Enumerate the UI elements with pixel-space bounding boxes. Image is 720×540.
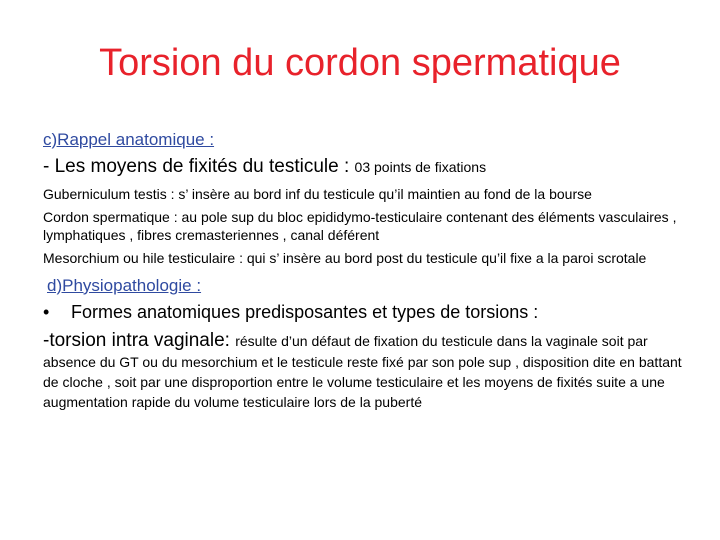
physio-heading: d)Physiopathologie : [47, 275, 202, 295]
moyens-lead: - Les moyens de fixités du testicule : [43, 156, 355, 177]
paragraph-cordon: Cordon spermatique : au pole sup du bloc epididymo-testiculaire contenant des éléments vasculaires , lymphatiques , fibres cremasteriennes , canal déférent [43, 209, 677, 243]
slide-content [43, 130, 683, 413]
bullet-item [43, 302, 683, 323]
torsion-paragraph [43, 329, 683, 413]
paragraph-guberniculum: Guberniculum testis : s’ insère au bord inf du testicule qu’il maintien au fond de la bourse [43, 185, 592, 202]
rappel-heading: c)Rappel anatomique : [43, 130, 215, 149]
moyens-small: 03 points de fixations [354, 159, 487, 175]
slide-title: Torsion du cordon spermatique [99, 42, 621, 84]
bullet-dot-icon: • [43, 301, 50, 322]
bullet-text: Formes anatomiques predisposantes et types de torsions : [71, 301, 539, 322]
torsion-lead: -torsion intra vaginale: [43, 329, 236, 351]
moyens-line [43, 156, 683, 179]
torsion-text: résulte d’un défaut de fixation du testicule dans la vaginale soit par absence du GT ou du mesorchium et le testicule reste fixé par son pole sup , disposition dite en battant de cloche , soit par une disproportion entre le volume testiculaire et les moyens de fixités suite a une augmentation rapide du volume testiculaire lors de la puberté [43, 332, 682, 410]
paragraph-mesorchium: Mesorchium ou hile testiculaire : qui s’ insère au bord post du testicule qu’il fixe a la paroi scrotale [43, 250, 647, 267]
